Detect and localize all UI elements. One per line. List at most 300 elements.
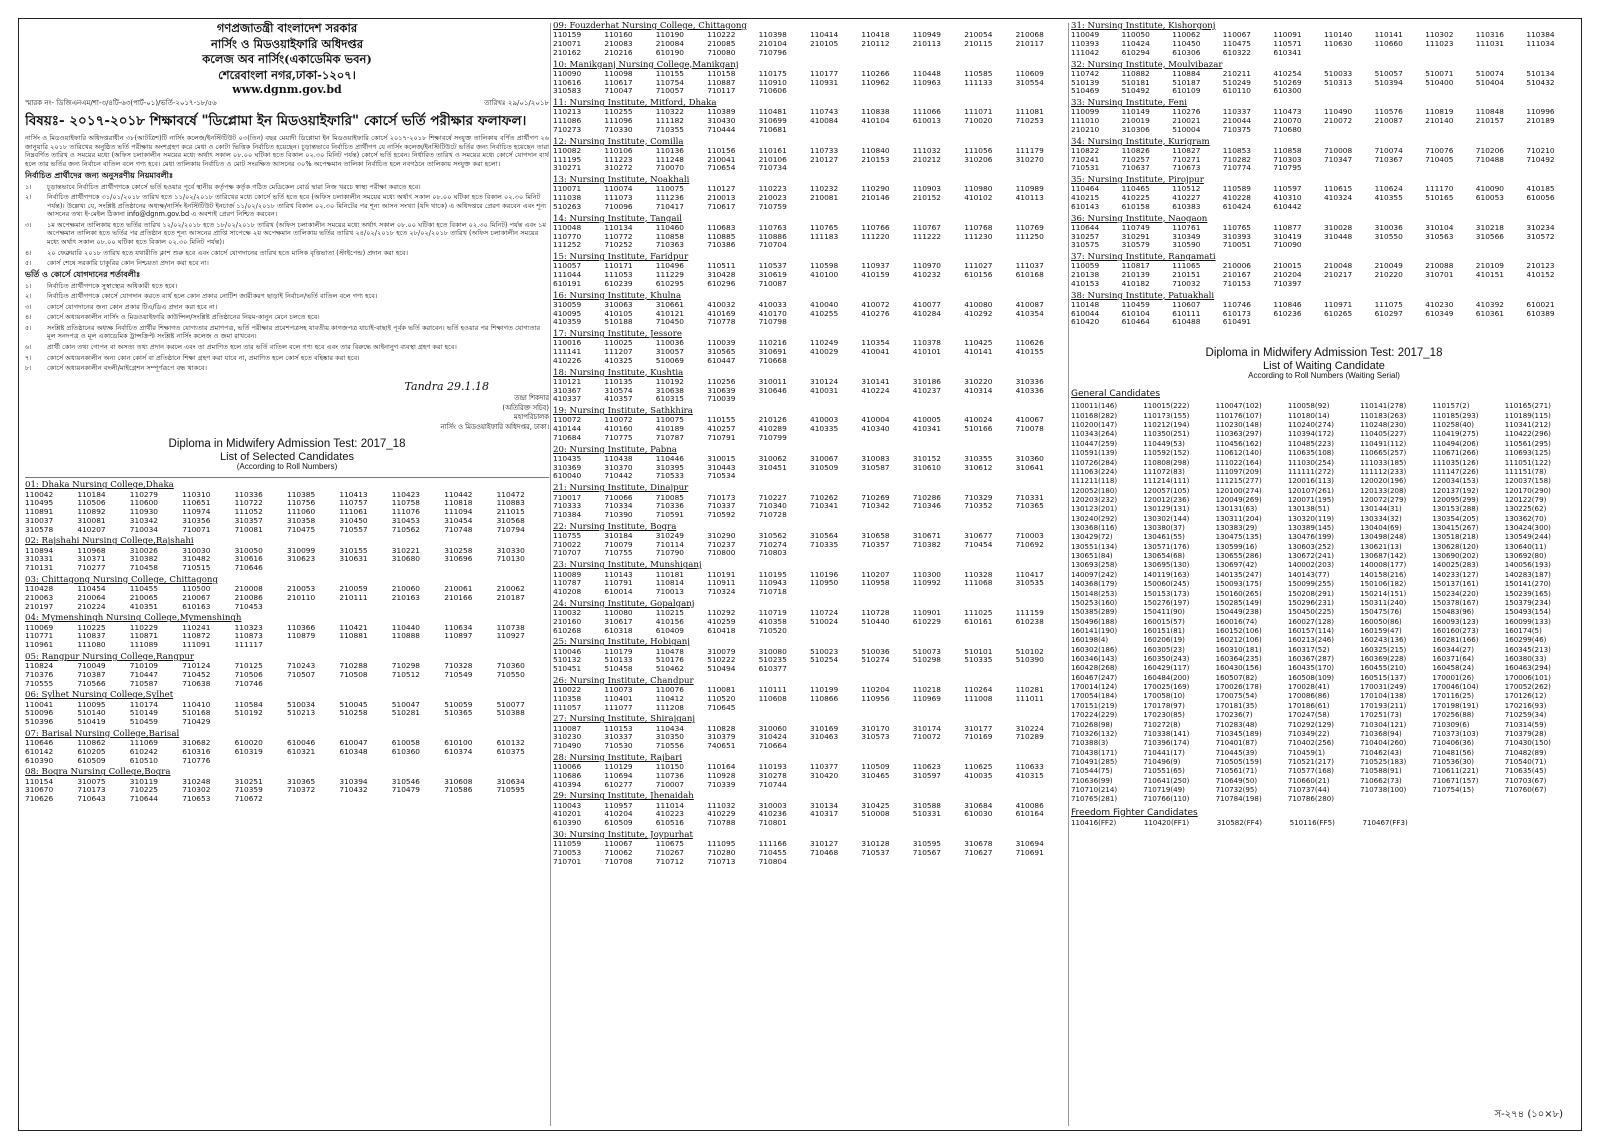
roll-number: 710664 [758, 741, 787, 751]
waiting-entry: 160174(5) [1504, 625, 1542, 635]
roll-number: 610190 [655, 47, 685, 57]
roll-number: 210062 [496, 584, 525, 594]
roll-number: 510057 [1374, 68, 1403, 78]
roll-number: 610377 [758, 664, 787, 674]
waiting-entry: 130697(42) [1215, 560, 1258, 570]
rule-text: কোর্সে অধ্যয়নকালীন অন্য কোন কোর্স বা প্রতিষ্ঠানে শিক্ষা গ্রহণ করা যাবে না, প্রমাণিত হলে কোর্স হতে বহিষ্কার করা হবে। [47, 353, 360, 362]
roll-number: 310694 [1015, 839, 1044, 849]
roll-number: 610294 [1121, 47, 1150, 57]
rule-text: নির্বাচিত প্রার্থীগণকে সুস্বাস্থ্যের অধিকারী হতে হবে। [47, 281, 178, 290]
waiting-list-title: Diploma in Midwifery Admission Test: 2017_18 List of Waiting Candidate According to Roll Numbers (Waiting Serial) [1205, 347, 1443, 381]
roll-number: 110694 [604, 770, 633, 780]
waiting-entry: 130320(119) [1287, 513, 1334, 523]
waiting-entry: 170247(58) [1287, 710, 1330, 720]
roll-number: 610349 [1425, 308, 1454, 318]
rule-text: ২০ ফেব্রুয়ারি ২০১৮ তারিখ হতে যথারীতি ক্লাশ শুরু হবে এবং কোর্সে যোগদানের তারিখ হতে মাসিক বৃত্তিভাতা (স্টাইপেন্ড) প্রদান করা হবে। [47, 248, 408, 257]
roll-number: 510281 [391, 708, 421, 718]
waiting-entry: 110185(293) [1432, 410, 1479, 420]
roll-number: 111034 [1526, 39, 1555, 49]
roll-number: 710701 [553, 856, 582, 866]
roll-number: 110181 [655, 569, 685, 579]
roll-number: 310356 [182, 515, 211, 525]
roll-number: 510400 [1425, 77, 1454, 87]
roll-number: 710081 [234, 524, 263, 534]
roll-number: 710728 [758, 509, 787, 519]
roll-number: 110617 [604, 77, 633, 87]
roll-number: 710096 [604, 201, 633, 211]
roll-number: 110511 [707, 261, 736, 271]
roll-number: 310067 [810, 453, 839, 463]
waiting-entry: 140056(193) [1504, 560, 1551, 570]
roll-number: 210006 [1222, 261, 1252, 271]
waiting-entry: 160430(156) [1215, 663, 1262, 673]
waiting-entry: 710309(6) [1432, 719, 1470, 729]
institution-block [1071, 137, 1577, 174]
ff-entry: 110420(FF1) [1143, 817, 1190, 827]
roll-number: 710566 [77, 678, 106, 688]
roll-number: 210081 [810, 193, 839, 203]
roll-number: 510047 [391, 699, 421, 709]
institution-name: 27: Nursing Institute, Shirajganj [553, 714, 696, 725]
roll-number: 710085 [655, 492, 685, 502]
roll-number: 710549 [444, 669, 473, 679]
roll-number: 110158 [707, 68, 736, 78]
waiting-entry: 110141(278) [1360, 401, 1407, 411]
roll-number: 110095 [77, 699, 106, 709]
waiting-entry: 710430(150) [1504, 738, 1551, 748]
roll-number: 710347 [1323, 154, 1353, 164]
roll-number: 310330 [496, 545, 525, 555]
roll-number: 510419 [77, 717, 106, 727]
waiting-entry: 140143(77) [1287, 569, 1330, 579]
roll-number: 110607 [1172, 299, 1201, 309]
roll-number: 310169 [810, 723, 839, 733]
roll-number: 710429 [182, 717, 211, 727]
waiting-entry: 140135(247) [1215, 569, 1262, 579]
waiting-entry: 120095(299) [1432, 494, 1479, 504]
roll-number: 310678 [964, 839, 993, 849]
roll-number: 410095 [553, 308, 582, 318]
waiting-entry: 150148(253) [1071, 588, 1118, 598]
waiting-entry: 710459(1) [1287, 747, 1325, 757]
roll-number: 710282 [1222, 154, 1252, 164]
institution-name: 38: Nursing Institute, Patuakhali [1071, 290, 1215, 301]
roll-number: 110177 [810, 68, 839, 78]
roll-number: 710076 [1425, 145, 1454, 155]
roll-number: 410077 [912, 299, 942, 309]
roll-number: 210197 [25, 601, 54, 611]
roll-number: 310141 [861, 376, 890, 386]
roll-number: 310015 [707, 453, 736, 463]
roll-number: 111096 [604, 116, 633, 126]
rule-item [25, 292, 549, 301]
roll-number: 111069 [129, 738, 159, 748]
waiting-entry: 130354(205) [1432, 513, 1479, 523]
roll-number: 111060 [287, 507, 316, 517]
waiting-entry: 170028(41) [1287, 682, 1330, 692]
roll-grid [553, 802, 1067, 828]
roll-number: 610100 [444, 738, 473, 748]
rule-text: নির্বাচিত প্রার্থীগণকে ৩১/০১/২০১৮ তারিখ হতে ১১/০২/২০১৮ তারিখের মধ্যে কোর্সে ভর্তি হতে হবে (অফিস চলাকালীন সময়ের মধ্যে অর্থাৎ সকাল ০৮.০০ ঘটিকা হতে বিকাল ০২.৩০ মিনিট পর্যন্ত)। উল্লেখ্য যে, সংশ্লিষ্ট প্রতিষ্ঠানের অধ্যক্ষ/নার্সিং ইনস্টিটিউট ইনচার্জ ১১/০২/২০১৮ তারিখ বিকাল ০২.৩০ মিনিটের পর শূন্য আসন সংখ্যা (যদি থাকে) এ অধিদপ্তরে প্রেরণ করবেন এবং শূন্য আসনের তথ্য ই-মেইল ঠিকানা info@dgnm.gov.bd এ অবশ্যই প্রেরণ নিশ্চিত করবেন। [47, 193, 547, 219]
waiting-entry: 150141(270) [1504, 579, 1551, 589]
roll-number: 710595 [496, 785, 525, 795]
institution-name: 37: Nursing Institute, Rangamati [1071, 252, 1216, 263]
roll-number: 610510 [129, 755, 159, 765]
roll-number: 710475 [287, 524, 316, 534]
roll-number: 210013 [707, 193, 736, 203]
roll-number: 510274 [861, 655, 890, 665]
roll-number: 110316 [1475, 30, 1505, 40]
waiting-entry: 110485(223) [1287, 438, 1334, 448]
roll-number: 710206 [1475, 145, 1505, 155]
waiting-entry: 150153(173) [1143, 588, 1190, 598]
roll-number: 410155 [1015, 347, 1044, 357]
roll-number: 710512 [391, 669, 421, 679]
roll-number: 610360 [391, 746, 421, 756]
memo-number: স্মারক নং- ডিজিএনএম/শা-৩/৪টি-৬৩(পার্ট-০১)/ভর্তি-২০১৭-১৮/৫৬ [25, 98, 217, 107]
roll-number: 110883 [496, 498, 525, 508]
roll-number: 110225 [77, 622, 106, 632]
waiting-entry: 111022(164) [1215, 457, 1262, 467]
roll-number: 710450 [655, 317, 685, 327]
roll-number: 110571 [1273, 39, 1302, 49]
roll-number: 110957 [604, 800, 633, 810]
roll-number: 110475 [1222, 39, 1252, 49]
roll-number: 110853 [1222, 145, 1252, 155]
roll-number: 510045 [339, 699, 368, 709]
roll-number: 610420 [1071, 317, 1100, 327]
waiting-entry: 110808(298) [1143, 457, 1190, 467]
roll-number: 110300 [912, 569, 942, 579]
roll-number: 710386 [707, 240, 736, 250]
roll-number: 710062 [604, 847, 633, 857]
roll-number: 111011 [1015, 693, 1044, 703]
roll-number: 410228 [1222, 193, 1252, 203]
institution-name: 09: Fouzderhat Nursing College, Chittagong [553, 21, 747, 31]
roll-number: 310610 [912, 462, 942, 472]
rule-text: কোর্সে অধ্যয়নকালীন বদলী/মাইগ্রেশন সম্পূর্ণরূপে বন্ধ থাকবে। [47, 364, 207, 373]
waiting-entry: 130655(286) [1215, 551, 1262, 561]
institution-name: 08: Bogra Nursing College,Bogra [25, 767, 171, 778]
waiting-entry: 110494(206) [1432, 438, 1479, 448]
waiting-entry: 110726(284) [1071, 457, 1118, 467]
roll-number: 410227 [1172, 193, 1201, 203]
waiting-entry: 140119(163) [1143, 569, 1190, 579]
roll-number: 510258 [339, 708, 368, 718]
roll-number: 310057 [655, 347, 685, 357]
roll-number: 110738 [496, 622, 525, 632]
waiting-entry: 170025(169) [1143, 682, 1190, 692]
waiting-entry: 110592(152) [1143, 448, 1190, 458]
rule-item [25, 364, 549, 373]
roll-number: 710053 [553, 847, 582, 857]
roll-number: 510071 [1425, 68, 1454, 78]
waiting-entry: 710368(94) [1360, 728, 1402, 738]
institution-block [1071, 175, 1577, 212]
roll-number: 610296 [707, 278, 736, 288]
roll-number: 510074 [1475, 68, 1505, 78]
waiting-entry: 120057(105) [1143, 485, 1190, 495]
rule-item [25, 282, 549, 291]
roll-number: 510004 [1172, 124, 1201, 134]
roll-number: 710336 [655, 501, 685, 511]
roll-number: 210153 [861, 154, 890, 164]
rule-item [25, 343, 549, 352]
roll-number: 710090 [1273, 240, 1302, 250]
roll-number: 310639 [707, 385, 736, 395]
roll-number: 510365 [444, 708, 473, 718]
waiting-entry: 110176(107) [1215, 410, 1262, 420]
waiting-entry: 710481(56) [1432, 747, 1475, 757]
roll-number: 310037 [25, 515, 54, 525]
roll-number: 410336 [1015, 385, 1044, 395]
roll-number: 110761 [1172, 222, 1201, 232]
roll-number: 110791 [604, 578, 633, 588]
roll-number: 410325 [604, 355, 633, 365]
waiting-entry: 710326(132) [1071, 728, 1118, 738]
roll-number: 310450 [339, 515, 368, 525]
roll-number: 510269 [1273, 77, 1302, 87]
roll-grid [553, 494, 1067, 520]
signature-scribble: Tandra 29.1.18 [404, 379, 489, 393]
rule-item [25, 249, 549, 258]
roll-grid [553, 70, 1067, 96]
waiting-entry: 170031(249) [1360, 682, 1407, 692]
waiting-entry: 150093(175) [1215, 579, 1262, 589]
roll-number: 110161 [758, 145, 787, 155]
roll-number: 110974 [182, 507, 211, 517]
website-link[interactable]: www.dgnm.gov.bd [232, 83, 342, 97]
roll-number: 310003 [758, 800, 787, 810]
waiting-entry: 150450(225) [1287, 607, 1334, 617]
roll-number: 410086 [1015, 800, 1044, 810]
roll-number: 110039 [707, 338, 736, 348]
roll-number: 610142 [25, 746, 54, 756]
roll-number: 510008 [861, 809, 890, 819]
roll-number: 110949 [912, 30, 942, 40]
roll-number: 510254 [810, 655, 839, 665]
waiting-entry: 710719(49) [1143, 785, 1185, 795]
roll-number: 310174 [912, 723, 942, 733]
roll-number: 410201 [553, 809, 582, 819]
roll-number: 110756 [287, 498, 316, 508]
roll-number: 310331 [25, 554, 54, 564]
roll-number: 710681 [758, 124, 787, 134]
roll-number: 110958 [861, 578, 890, 588]
roll-number: 210113 [912, 39, 942, 49]
institution-block [553, 214, 1067, 251]
roll-number: 510133 [604, 655, 633, 665]
roll-number: 110032 [553, 608, 582, 618]
roll-number: 510313 [1323, 77, 1353, 87]
roll-number: 110787 [553, 578, 582, 588]
roll-number: 710684 [553, 432, 582, 442]
roll-number: 110218 [912, 685, 942, 695]
roll-number: 110765 [810, 222, 839, 232]
waiting-entry: 110047(102) [1215, 401, 1262, 411]
roll-number: 310658 [861, 531, 890, 541]
roll-number: 510432 [1526, 77, 1555, 87]
roll-number: 710227 [758, 492, 787, 502]
roll-number: 610109 [1172, 86, 1201, 96]
institution-block [553, 137, 1067, 174]
signature-block [25, 379, 549, 432]
roll-grid [25, 778, 549, 804]
roll-number: 410185 [1526, 184, 1555, 194]
roll-number: 111095 [707, 839, 736, 849]
roll-number: 710531 [1071, 163, 1100, 173]
roll-number: 110328 [964, 569, 993, 579]
roll-number: 110071 [553, 184, 582, 194]
roll-number: 210023 [758, 193, 787, 203]
roll-number: 710774 [1222, 163, 1252, 173]
roll-number: 310170 [861, 723, 890, 733]
roll-number: 610464 [1121, 317, 1150, 327]
roll-number: 210117 [1015, 39, 1044, 49]
roll-number: 110840 [861, 145, 890, 155]
roll-number: 510168 [182, 708, 211, 718]
waiting-entry: 130690(202) [1432, 551, 1479, 561]
waiting-entry: 710482(89) [1504, 747, 1547, 757]
roll-number: 310360 [1015, 453, 1044, 463]
waiting-entry: 170151(219) [1071, 700, 1118, 710]
waiting-entry: 111051(122) [1504, 457, 1551, 467]
roll-number: 710262 [810, 492, 839, 502]
waiting-entry: 130368(116) [1071, 523, 1118, 533]
rule-item [25, 183, 549, 192]
institution-list-part1 [25, 480, 549, 804]
roll-grid [1071, 224, 1577, 250]
roll-number: 210126 [758, 415, 787, 425]
waiting-entry: 160212(106) [1215, 635, 1262, 645]
roll-number: 310291 [1121, 231, 1150, 241]
roll-number: 310616 [234, 554, 263, 564]
roll-number: 310206 [964, 154, 993, 164]
roll-number: 110215 [655, 608, 685, 618]
roll-number: 110418 [861, 30, 890, 40]
roll-number: 110490 [1323, 107, 1353, 117]
roll-number: 110615 [1323, 184, 1353, 194]
waiting-entry: 170193(211) [1360, 700, 1407, 710]
waiting-entry: 160350(243) [1143, 654, 1190, 664]
roll-number: 310248 [182, 776, 211, 786]
waiting-entry: 170104(138) [1360, 691, 1407, 701]
roll-number: 710328 [444, 661, 473, 671]
roll-number: 610205 [77, 746, 106, 756]
roll-grid [25, 739, 549, 765]
roll-number: 111027 [964, 261, 993, 271]
roll-number: 510494 [707, 664, 736, 674]
roll-number: 610040 [553, 471, 582, 481]
roll-number: 310677 [964, 531, 993, 541]
waiting-entry: 111035(126) [1432, 457, 1479, 467]
roll-number: 310393 [1222, 231, 1252, 241]
roll-number: 310358 [287, 515, 316, 525]
roll-number: 110025 [604, 338, 633, 348]
institution-name: 20: Nursing Institute, Pabna [553, 444, 677, 455]
waiting-entry: 170075(54) [1215, 691, 1258, 701]
roll-number: 710586 [444, 785, 473, 795]
roll-number: 111091 [182, 640, 211, 650]
roll-number: 710047 [604, 86, 633, 96]
roll-number: 710017 [553, 492, 582, 502]
roll-number: 210060 [391, 584, 421, 594]
waiting-entry: 160016(74) [1215, 616, 1258, 626]
roll-number: 110509 [861, 762, 890, 772]
roll-number: 310128 [861, 839, 890, 849]
roll-number: 110249 [810, 338, 839, 348]
institution-name: 17: Nursing Institute, Jessore [553, 329, 682, 340]
roll-number: 111065 [1172, 261, 1201, 271]
roll-number: 110067 [604, 839, 633, 849]
roll-number: 410226 [553, 355, 582, 365]
memo-date: তারিখঃ ২৯/০১/২০১৮ [484, 98, 549, 107]
roll-number: 110043 [553, 800, 582, 810]
roll-number: 210115 [964, 39, 993, 49]
roll-number: 710626 [25, 794, 54, 804]
roll-number: 710114 [655, 539, 685, 549]
roll-number: 310590 [1172, 240, 1201, 250]
waiting-entry: 140002(203) [1287, 560, 1334, 570]
institution-name: 35: Nursing Institute, Pirojpur [1071, 175, 1204, 186]
roll-number: 710252 [604, 240, 633, 250]
roll-number: 310349 [1172, 231, 1201, 241]
roll-number: 110937 [861, 261, 890, 271]
waiting-entry: 120170(290) [1504, 485, 1551, 495]
roll-grid [553, 532, 1067, 558]
roll-number: 610056 [1526, 193, 1555, 203]
roll-grid [553, 455, 1067, 481]
roll-grid [1071, 31, 1577, 57]
roll-number: 710372 [287, 785, 316, 795]
roll-number: 110424 [1121, 39, 1150, 49]
waiting-entry: 130628(120) [1432, 541, 1479, 551]
waiting-entry: 110168(282) [1071, 410, 1118, 420]
roll-number: 710672 [234, 794, 263, 804]
roll-number: 410229 [707, 809, 736, 819]
waiting-entry: 130549(244) [1504, 532, 1551, 542]
roll-number: 310218 [1475, 222, 1505, 232]
roll-number: 110644 [1071, 222, 1100, 232]
ff-entry: 510116(FF5) [1289, 817, 1335, 827]
waiting-entry: 160099(133) [1504, 616, 1551, 626]
roll-number: 310379 [707, 732, 736, 742]
roll-number: 510165 [1425, 193, 1454, 203]
waiting-entry: 710525(183) [1360, 757, 1407, 766]
roll-number: 510235 [758, 655, 787, 665]
roll-number: 210063 [25, 592, 54, 602]
roll-number: 310234 [1526, 222, 1555, 232]
roll-number: 410351 [129, 601, 159, 611]
waiting-entry: 710611(221) [1432, 766, 1479, 776]
roll-number: 210146 [861, 193, 890, 203]
roll-number: 210140 [1425, 116, 1454, 126]
roll-number: 610375 [496, 746, 525, 756]
roll-number: 110837 [77, 631, 106, 641]
waiting-entry: 160364(235) [1215, 654, 1262, 664]
roll-number: 710453 [234, 601, 263, 611]
roll-number: 110930 [129, 507, 159, 517]
roll-number: 510188 [604, 317, 633, 327]
roll-number: 110884 [1172, 68, 1201, 78]
roll-number: 310224 [1015, 723, 1044, 733]
roll-number: 410101 [912, 347, 942, 357]
roll-number: 110520 [707, 693, 736, 703]
waiting-entry: 120100(274) [1215, 485, 1262, 495]
roll-number: 610014 [604, 587, 633, 596]
roll-number: 410182 [1121, 278, 1150, 288]
roll-number: 110401 [604, 693, 633, 703]
